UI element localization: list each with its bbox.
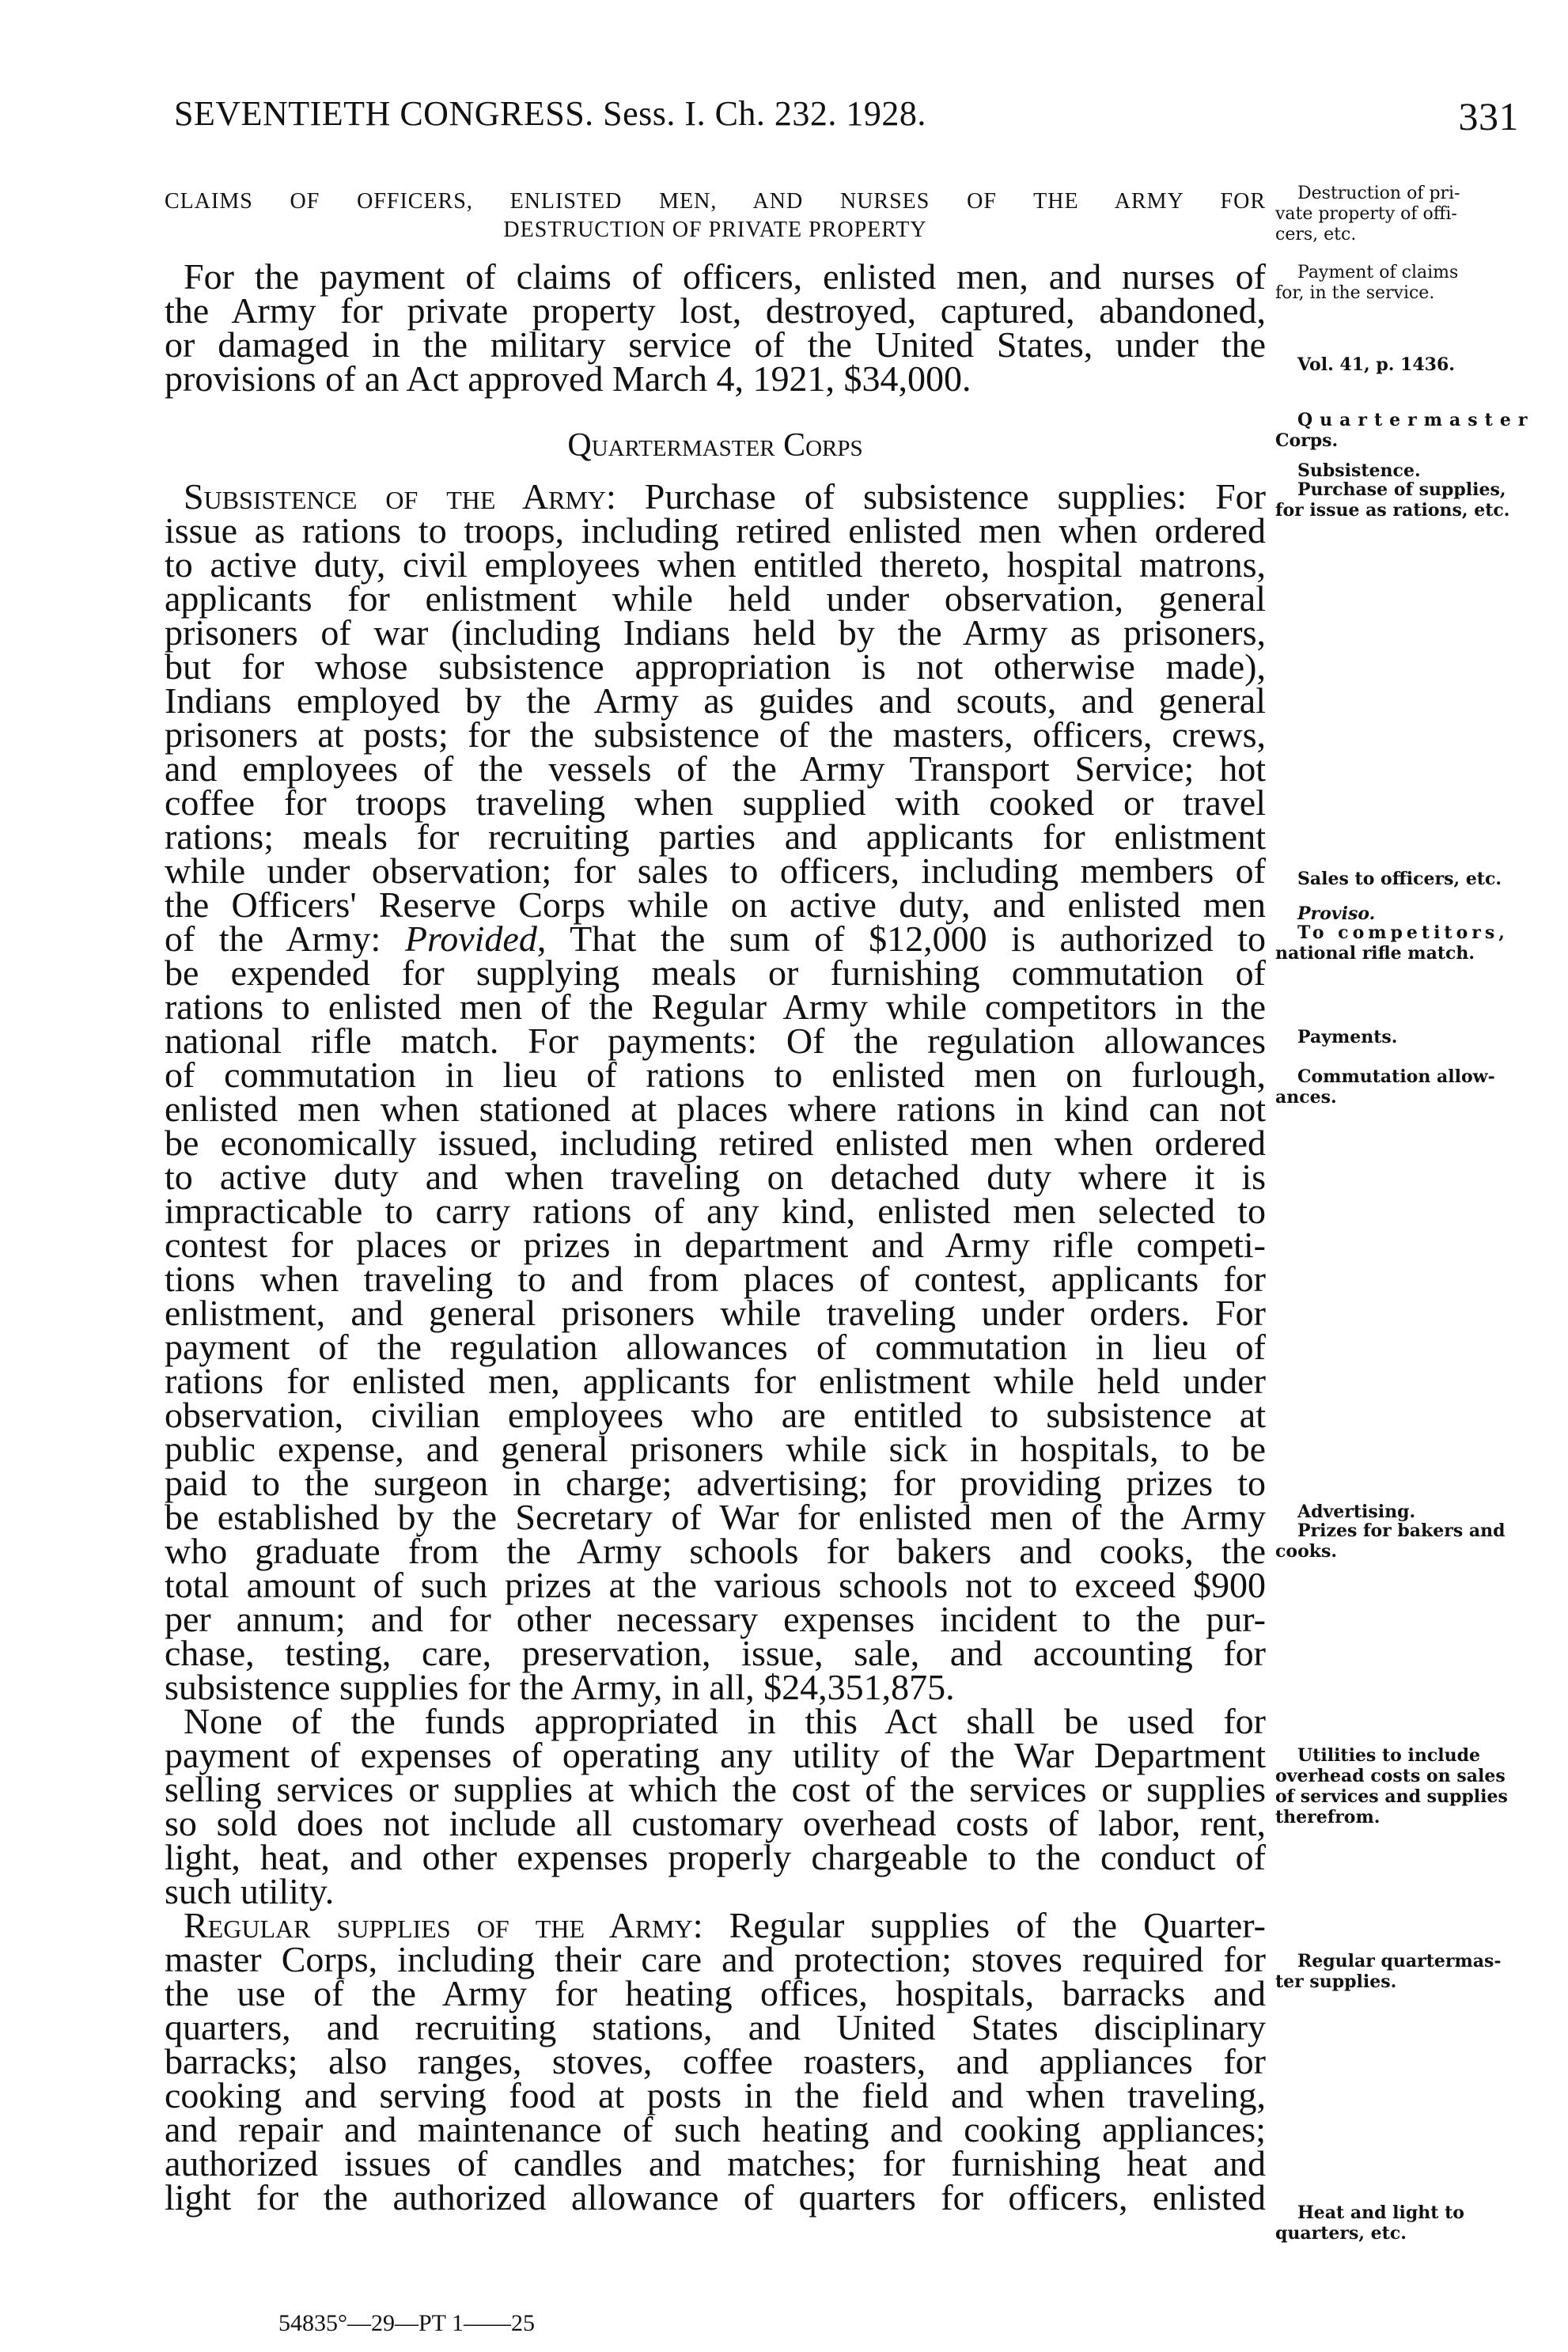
subsistence-lead: Subsistence of the Army bbox=[184, 476, 606, 517]
text-line: to active duty and when traveling on detached duty where it is bbox=[165, 1157, 1266, 1197]
section-heading-claims: CLAIMS OF OFFICERS, ENLISTED MEN, AND NURSES OF THE ARMY FOR bbox=[165, 189, 1266, 214]
text-line: while under observation; for sales to officers, including members of bbox=[165, 850, 1266, 891]
text-line: per annum; and for other necessary expenses incident to the pur- bbox=[165, 1599, 1266, 1639]
text-line: of commutation in lieu of rations to enlisted men on furlough, bbox=[165, 1055, 1266, 1095]
text-line: provisions of an Act approved March 4, 1921, $34,000. bbox=[165, 358, 971, 399]
text-line: light for the authorized allowance of quarters for officers, enlisted bbox=[165, 2177, 1266, 2218]
text-line: be expended for supplying meals or furnishing commutation of bbox=[165, 953, 1266, 993]
text-line: observation, civilian employees who are entitled to subsistence at bbox=[165, 1395, 1266, 1435]
text-line: the use of the Army for heating offices, hospitals, barracks and bbox=[165, 1973, 1266, 2013]
text-line: light, heat, and other expenses properly chargeable to the conduct of bbox=[165, 1837, 1266, 1877]
text-line: enlisted men when stationed at places where rations in kind can not bbox=[165, 1089, 1266, 1129]
text-line: to active duty, civil employees when entitled thereto, hospital matrons, bbox=[165, 544, 1266, 585]
text-line: selling services or supplies at which the cost of the services or supplies bbox=[165, 1769, 1266, 1809]
margin-note-purchase-supplies: Purchase of supplies, for issue as rations, etc. bbox=[1275, 479, 1510, 521]
margin-note-sales-officers: Sales to officers, etc. bbox=[1297, 869, 1502, 889]
text-line: For the payment of claims of officers, enlisted men, and nurses of bbox=[184, 256, 1266, 297]
margin-note-payment-claims: Payment of claims for, in the service. bbox=[1275, 263, 1459, 303]
margin-note-vol-reference: Vol. 41, p. 1436. bbox=[1297, 354, 1455, 375]
text-line: chase, testing, care, preservation, issue, sale, and accounting for bbox=[165, 1633, 1266, 1673]
text-line: the Army for private property lost, destroyed, captured, abandoned, bbox=[165, 290, 1266, 331]
text-line: be established by the Secretary of War for enlisted men of the Army bbox=[165, 1497, 1266, 1537]
text-line: and employees of the vessels of the Army Transport Service; hot bbox=[165, 748, 1266, 789]
text-line: subsistence supplies for the Army, in all, $24,351,875. bbox=[165, 1667, 955, 1707]
text-line: cooking and serving food at posts in the field and when traveling, bbox=[165, 2075, 1266, 2115]
text-line: applicants for enlistment while held under observation, general bbox=[165, 578, 1266, 619]
section-title-quartermaster: Quartermaster Corps bbox=[567, 427, 863, 464]
text-line: who graduate from the Army schools for bakers and cooks, the bbox=[165, 1531, 1266, 1571]
text-line: paid to the surgeon in charge; advertising; for providing prizes to bbox=[165, 1463, 1266, 1503]
margin-note-heat-light: Heat and light to quarters, etc. bbox=[1275, 2202, 1464, 2244]
text-line: rations for enlisted men, applicants for enlistment while held under bbox=[165, 1361, 1266, 1401]
text-line: enlistment, and general prisoners while traveling under orders. For bbox=[165, 1293, 1266, 1333]
text-line: impracticable to carry rations of any kind, enlisted men selected to bbox=[165, 1191, 1266, 1231]
text-line: be economically issued, including retired enlisted men when ordered bbox=[165, 1123, 1266, 1163]
text-line: issue as rations to troops, including retired enlisted men when ordered bbox=[165, 510, 1266, 551]
text-line: prisoners at posts; for the subsistence of the masters, officers, crews, bbox=[165, 714, 1266, 755]
regular-supplies-lead: Regular supplies of the Army bbox=[184, 1905, 693, 1945]
text-line: tions when traveling to and from places of contest, applicants for bbox=[165, 1259, 1266, 1299]
text-line: coffee for troops traveling when supplied with cooked or travel bbox=[165, 782, 1266, 823]
text-line: contest for places or prizes in department and Army rifle competi- bbox=[165, 1225, 1266, 1265]
text-line: the Officers' Reserve Corps while on active duty, and enlisted men bbox=[165, 884, 1266, 925]
margin-note-utilities: Utilities to include overhead costs on sales of services and supplies therefrom. bbox=[1275, 1745, 1508, 1827]
printer-signature: 54835°—29—PT 1——25 bbox=[278, 2310, 535, 2336]
text-line: rations; meals for recruiting parties and applicants for enlistment bbox=[165, 816, 1266, 857]
provided-italic: Provided bbox=[404, 918, 537, 959]
text-line: Indians employed by the Army as guides and scouts, and general bbox=[165, 680, 1266, 721]
text-line: but for whose subsistence appropriation is not otherwise made), bbox=[165, 646, 1266, 687]
margin-note-commutation: Commutation allow- ances. bbox=[1275, 1066, 1495, 1108]
text-line: authorized issues of candles and matches; for furnishing heat and bbox=[165, 2143, 1266, 2183]
margin-note-proviso: Proviso. bbox=[1297, 903, 1376, 924]
text-line: payment of the regulation allowances of commutation in lieu of bbox=[165, 1327, 1266, 1367]
margin-note-subsistence: Subsistence. bbox=[1297, 460, 1421, 481]
text-line: and repair and maintenance of such heating and cooking appliances; bbox=[165, 2109, 1266, 2149]
text-line: national rifle match. For payments: Of the regulation allowances bbox=[165, 1021, 1266, 1061]
text-line: master Corps, including their care and protection; stoves required for bbox=[165, 1939, 1266, 1979]
text-line: quarters, and recruiting stations, and United States disciplinary bbox=[165, 2007, 1266, 2047]
running-head bbox=[174, 93, 1519, 141]
margin-note-regular-quartermaster: Regular quartermas- ter supplies. bbox=[1275, 1951, 1502, 1992]
margin-note-prizes-bakers: Prizes for bakers and cooks. bbox=[1275, 1521, 1506, 1562]
text-line: of the Army: Provided, That the sum of $12,000 is authorized to bbox=[165, 918, 1266, 959]
running-head-title: SEVENTIETH CONGRESS. Sess. I. Ch. 232. 1928. bbox=[174, 94, 926, 133]
margin-note-destruction: Destruction of pri- vate property of offi- cers, etc. bbox=[1275, 184, 1460, 244]
text-line: public expense, and general prisoners while sick in hospitals, to be bbox=[165, 1429, 1266, 1469]
text-line: None of the funds appropriated in this Act shall be used for bbox=[184, 1701, 1266, 1741]
margin-note-payments: Payments. bbox=[1297, 1027, 1398, 1047]
margin-note-advertising: Advertising. bbox=[1297, 1502, 1416, 1522]
page-number: 331 bbox=[1458, 94, 1519, 138]
text-line: payment of expenses of operating any utility of the War Department bbox=[165, 1735, 1266, 1775]
margin-note-quartermaster: Quartermaster Corps. bbox=[1275, 410, 1535, 451]
text-line: total amount of such prizes at the various schools not to exceed $900 bbox=[165, 1565, 1266, 1605]
text-line: so sold does not include all customary overhead costs of labor, rent, bbox=[165, 1803, 1266, 1843]
section-heading-claims-line2: DESTRUCTION OF PRIVATE PROPERTY bbox=[503, 218, 927, 242]
text-line: such utility. bbox=[165, 1871, 335, 1911]
margin-note-competitors: To competitors, national rifle match. bbox=[1275, 922, 1509, 964]
text-line: or damaged in the military service of the United States, under the bbox=[165, 324, 1266, 365]
text-line: rations to enlisted men of the Regular Army while competitors in the bbox=[165, 987, 1266, 1027]
text-line: Regular supplies of the Army: Regular supplies of the Quarter- bbox=[184, 1905, 1266, 1945]
text-line: barracks; also ranges, stoves, coffee roasters, and appliances for bbox=[165, 2041, 1266, 2081]
text-line: Subsistence of the Army: Purchase of subsistence supplies: For bbox=[184, 476, 1266, 517]
text-line: prisoners of war (including Indians held by the Army as prisoners, bbox=[165, 612, 1266, 653]
